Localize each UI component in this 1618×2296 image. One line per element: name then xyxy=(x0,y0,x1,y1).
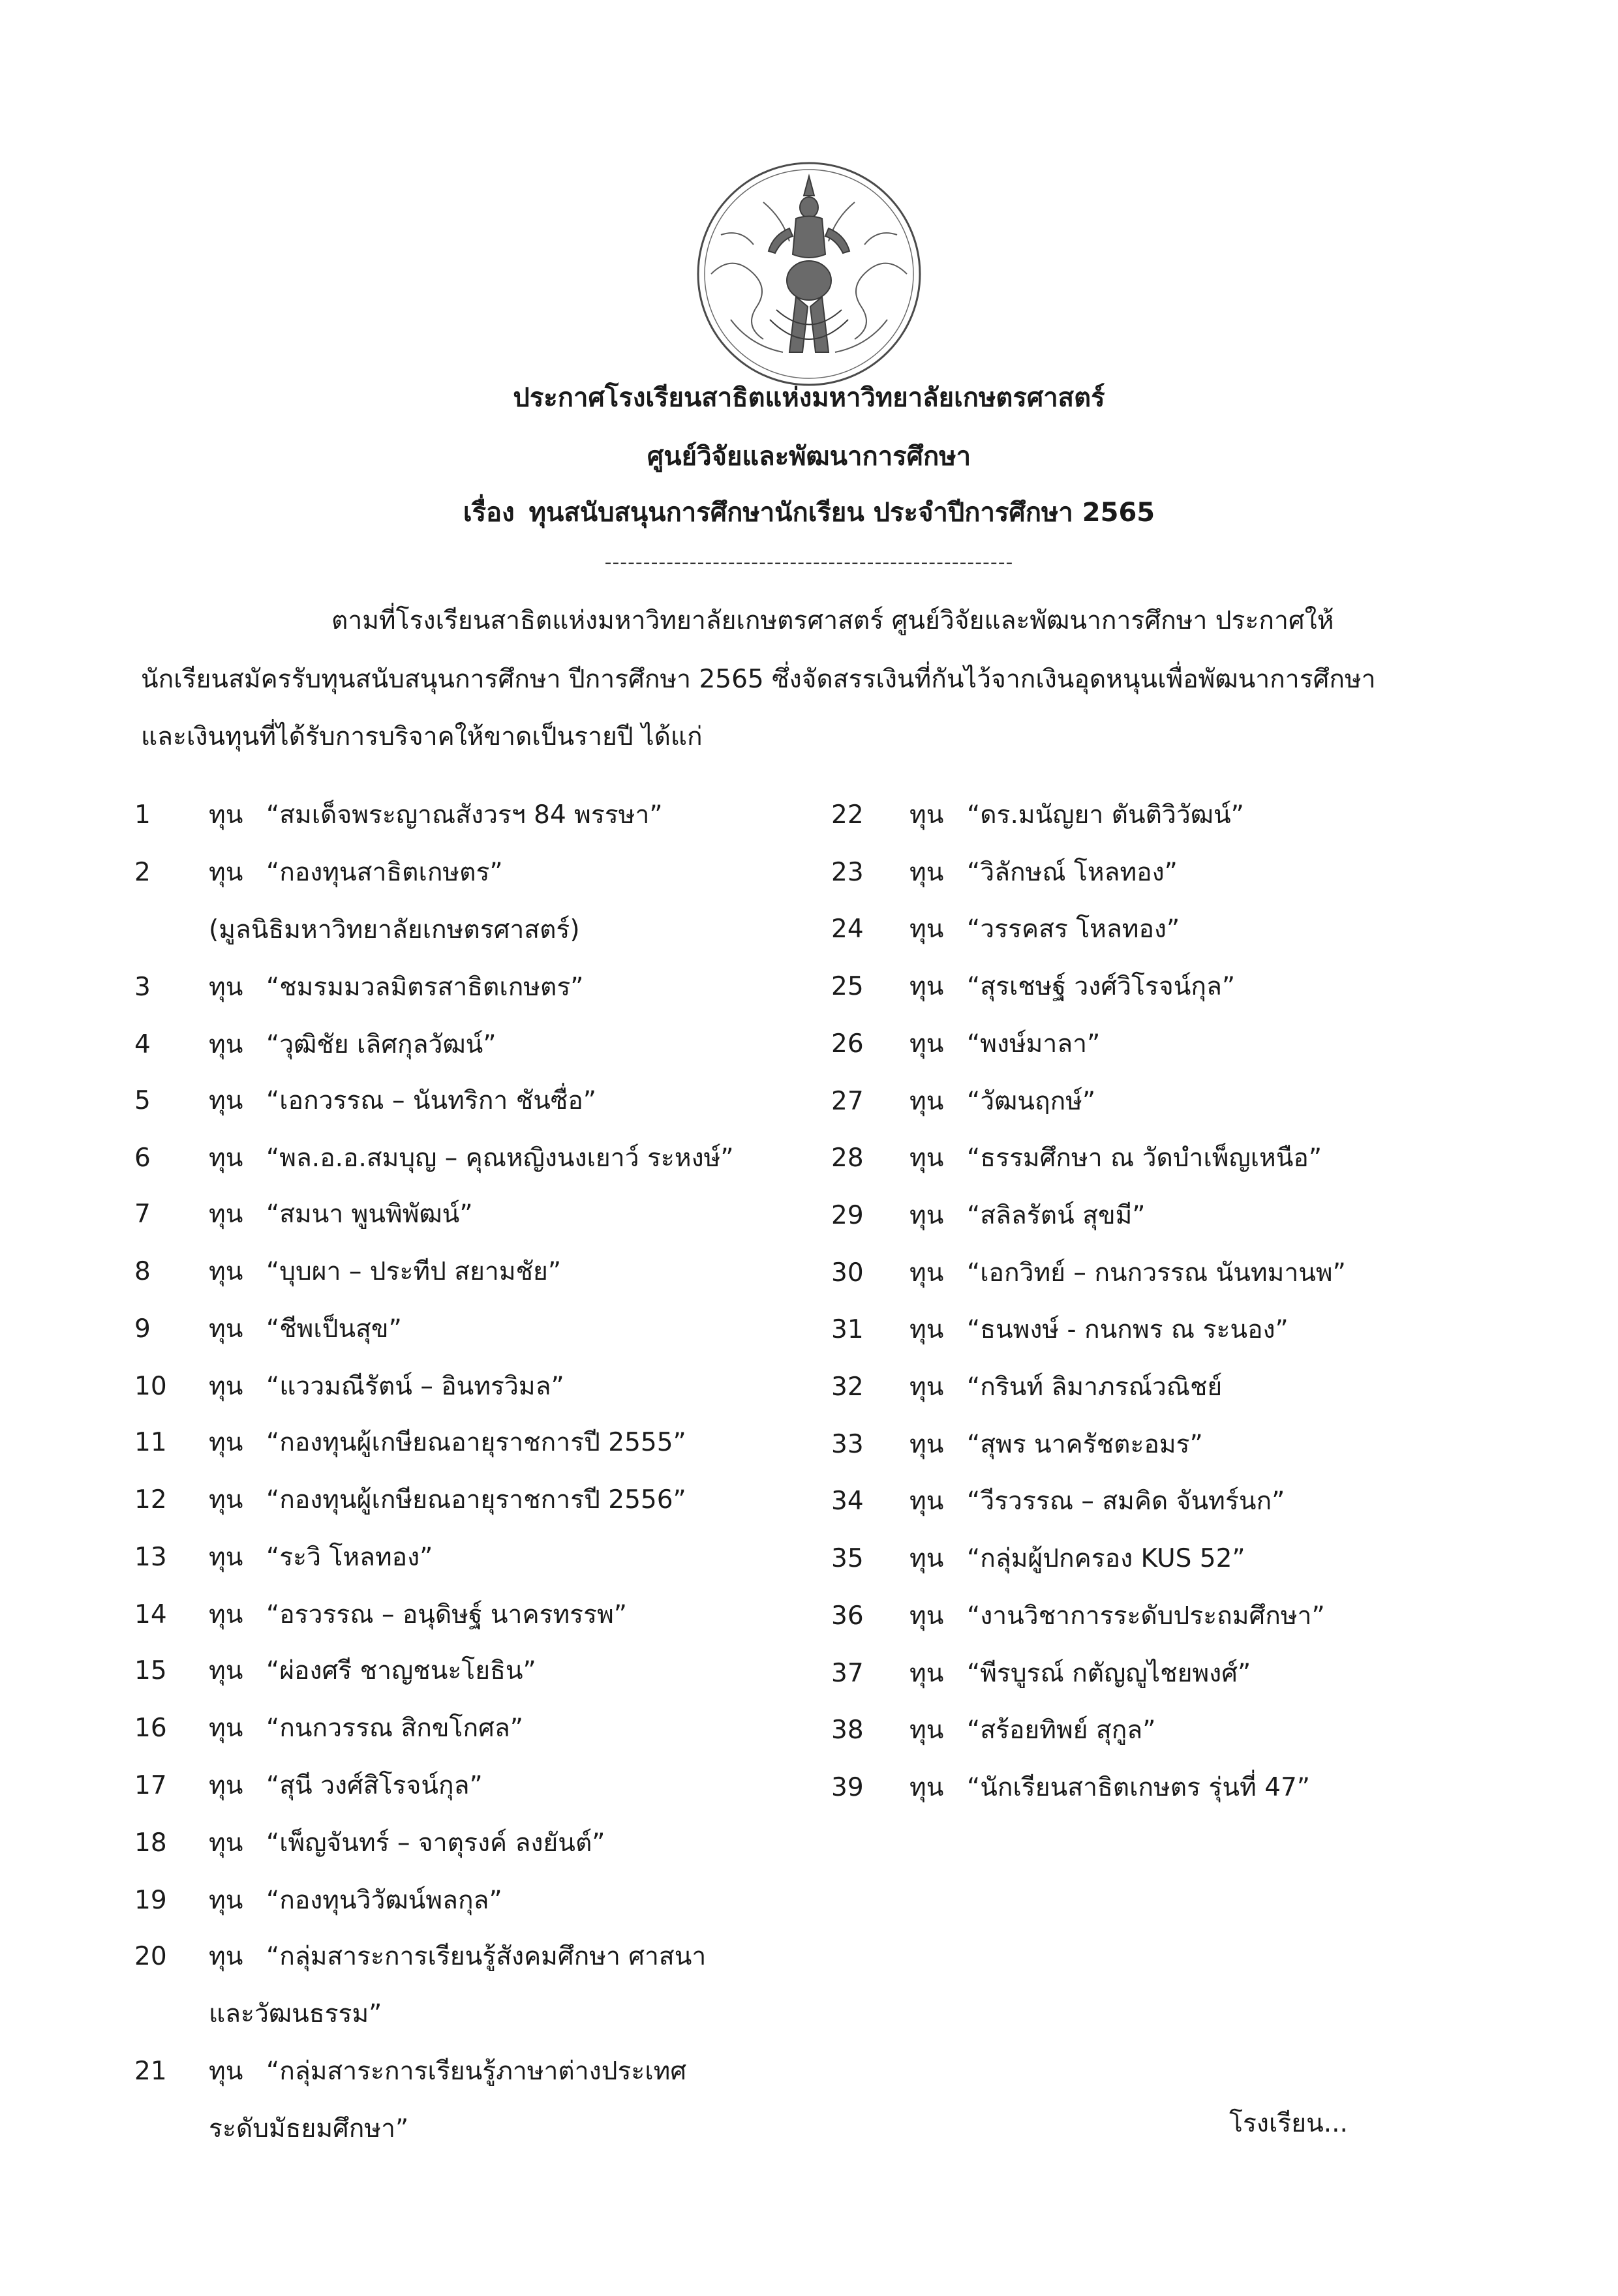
fund-number: 21 xyxy=(134,2057,167,2086)
fund-name: “กองทุนสาธิตเกษตร” xyxy=(266,858,503,887)
fund-word: ทุน xyxy=(209,1086,243,1115)
fund-name-continuation: และวัฒนธรรม” xyxy=(209,1999,382,2029)
fund-number: 14 xyxy=(134,1600,167,1629)
fund-word: ทุน xyxy=(909,914,944,944)
fund-word: ทุน xyxy=(209,1428,243,1457)
fund-name: “ระวิ โหลทอง” xyxy=(266,1543,433,1572)
fund-name: “วีรวรรณ – สมคิด จันทร์นก” xyxy=(967,1487,1285,1516)
fund-name: “บุบผา – ประทีป สยามชัย” xyxy=(266,1257,562,1286)
fund-number: 1 xyxy=(134,800,151,830)
fund-name: “สุพร นาครัชตะอมร” xyxy=(967,1430,1203,1459)
fund-name-continuation: (มูลนิธิมหาวิทยาลัยเกษตรศาสตร์) xyxy=(209,915,580,944)
announcement-subtitle: ศูนย์วิจัยและพัฒนาการศึกษา xyxy=(647,442,971,472)
fund-name: “งานวิชาการระดับประถมศึกษา” xyxy=(967,1601,1325,1631)
fund-word: ทุน xyxy=(209,1771,243,1800)
fund-name: “กลุ่มสาระการเรียนรู้ภาษาต่างประเทศ xyxy=(266,2057,687,2086)
fund-word: ทุน xyxy=(909,1029,944,1059)
fund-word: ทุน xyxy=(909,1315,944,1344)
fund-word: ทุน xyxy=(909,1773,944,1802)
fund-word: ทุน xyxy=(909,1372,944,1402)
fund-name: “พีรบูรณ์ กตัญญูไชยพงศ์” xyxy=(967,1659,1251,1688)
fund-number: 31 xyxy=(831,1315,864,1344)
fund-number: 8 xyxy=(134,1257,151,1286)
fund-number: 22 xyxy=(831,800,864,830)
fund-number: 28 xyxy=(831,1143,864,1173)
fund-name: “เพ็ญจันทร์ – จาตุรงค์ ลงยันต์” xyxy=(266,1828,605,1858)
fund-number: 19 xyxy=(134,1886,167,1915)
fund-name: “พล.อ.อ.สมบุญ – คุณหญิงนงเยาว์ ระหงษ์” xyxy=(266,1143,734,1173)
fund-word: ทุน xyxy=(209,2057,243,2086)
fund-name: “วิลักษณ์ โหลทอง” xyxy=(967,858,1178,887)
fund-name: “กนกวรรณ สิกขโกศล” xyxy=(266,1714,523,1743)
intro-paragraph-line: นักเรียนสมัครรับทุนสนับสนุนการศึกษา ปีการศึกษา 2565 ซึ่งจัดสรรเงินที่กันไว้จากเงินอุดหนุนเพื่อพัฒนาการศึกษา xyxy=(141,665,1376,694)
fund-name: “กองทุนวิวัฒน์พลกุล” xyxy=(266,1886,502,1915)
fund-number: 6 xyxy=(134,1143,151,1173)
fund-number: 36 xyxy=(831,1601,864,1631)
fund-number: 18 xyxy=(134,1828,167,1858)
fund-number: 7 xyxy=(134,1200,151,1229)
fund-number: 23 xyxy=(831,858,864,887)
fund-word: ทุน xyxy=(909,800,944,830)
fund-number: 33 xyxy=(831,1430,864,1459)
fund-number: 32 xyxy=(831,1372,864,1402)
fund-word: ทุน xyxy=(209,1143,243,1173)
fund-name: “สลิลรัตน์ สุขมี” xyxy=(967,1201,1146,1230)
fund-name: “สมนา พูนพิพัฒน์” xyxy=(266,1200,473,1229)
fund-number: 34 xyxy=(831,1487,864,1516)
fund-name: “ดร.มนัญยา ตันติวิวัฒน์” xyxy=(967,800,1244,830)
separator-line: ----------------------------------------------------- xyxy=(604,551,1014,574)
fund-word: ทุน xyxy=(909,1544,944,1573)
fund-word: ทุน xyxy=(209,1942,243,1971)
fund-word: ทุน xyxy=(209,800,243,830)
fund-number: 5 xyxy=(134,1086,151,1115)
fund-number: 35 xyxy=(831,1544,864,1573)
fund-word: ทุน xyxy=(209,1485,243,1515)
fund-name: “ชมรมมวลมิตรสาธิตเกษตร” xyxy=(266,973,584,1002)
fund-word: ทุน xyxy=(209,1257,243,1286)
fund-name: “วัฒนฤกษ์” xyxy=(967,1087,1096,1116)
intro-paragraph-line: ตามที่โรงเรียนสาธิตแห่งมหาวิทยาลัยเกษตรศาสตร์ ศูนย์วิจัยและพัฒนาการศึกษา ประกาศให้ xyxy=(331,606,1334,635)
fund-name: “กองทุนผู้เกษียณอายุราชการปี 2556” xyxy=(266,1485,686,1515)
fund-name: “เอกวิทย์ – กนกวรรณ นันทมานพ” xyxy=(967,1258,1346,1288)
fund-name: “อรวรรณ – อนุดิษฐ์ นาครทรรพ” xyxy=(266,1600,627,1629)
fund-word: ทุน xyxy=(909,972,944,1001)
fund-name: “แววมณีรัตน์ – อินทรวิมล” xyxy=(266,1372,564,1401)
fund-word: ทุน xyxy=(909,1659,944,1688)
fund-number: 30 xyxy=(831,1258,864,1288)
fund-word: ทุน xyxy=(209,1314,243,1344)
fund-word: ทุน xyxy=(209,1886,243,1915)
fund-number: 10 xyxy=(134,1372,167,1401)
fund-number: 37 xyxy=(831,1659,864,1688)
fund-word: ทุน xyxy=(209,1200,243,1229)
fund-word: ทุน xyxy=(209,1543,243,1572)
fund-number: 38 xyxy=(831,1715,864,1745)
fund-word: ทุน xyxy=(209,1372,243,1401)
fund-name: “กองทุนผู้เกษียณอายุราชการปี 2555” xyxy=(266,1428,686,1457)
fund-number: 12 xyxy=(134,1485,167,1515)
fund-name: “วรรคสร โหลทอง” xyxy=(967,914,1180,944)
fund-name: “พงษ์มาลา” xyxy=(967,1029,1101,1059)
subject-text: ทุนสนับสนุนการศึกษานักเรียน ประจำปีการศึกษา 2565 xyxy=(528,498,1155,528)
fund-name: “สุรเชษฐ์ วงศ์วิโรจน์กุล” xyxy=(967,972,1236,1001)
fund-name: “สุนี วงศ์สิโรจน์กุล” xyxy=(266,1771,483,1800)
subject-label: เรื่อง xyxy=(463,498,515,528)
fund-number: 2 xyxy=(134,858,151,887)
fund-name: “กลุ่มสาระการเรียนรู้สังคมศึกษา ศาสนา xyxy=(266,1942,707,1971)
announcement-title: ประกาศโรงเรียนสาธิตแห่งมหาวิทยาลัยเกษตรศาสตร์ xyxy=(513,383,1105,413)
fund-word: ทุน xyxy=(209,1656,243,1685)
intro-paragraph-line: และเงินทุนที่ได้รับการบริจาคให้ขาดเป็นรายปี ได้แก่ xyxy=(141,722,703,751)
fund-word: ทุน xyxy=(209,1714,243,1743)
fund-number: 29 xyxy=(831,1201,864,1230)
fund-word: ทุน xyxy=(909,1087,944,1116)
fund-word: ทุน xyxy=(909,1715,944,1745)
fund-word: ทุน xyxy=(909,1143,944,1173)
fund-word: ทุน xyxy=(909,1487,944,1516)
fund-word: ทุน xyxy=(909,1601,944,1631)
fund-name: “สมเด็จพระญาณสังวรฯ 84 พรรษา” xyxy=(266,800,663,830)
fund-name: “ธรรมศึกษา ณ วัดบำเพ็ญเหนือ” xyxy=(967,1143,1322,1173)
continued-marker: โรงเรียน... xyxy=(1229,2109,1348,2138)
fund-name: “ธนพงษ์ - กนกพร ณ ระนอง” xyxy=(967,1315,1289,1344)
fund-number: 26 xyxy=(831,1029,864,1059)
fund-name: “กรินท์ ลิมาภรณ์วณิชย์ xyxy=(967,1372,1223,1402)
fund-name: “วุฒิชัย เลิศกุลวัฒน์” xyxy=(266,1030,496,1059)
fund-word: ทุน xyxy=(209,1828,243,1858)
fund-word: ทุน xyxy=(909,1201,944,1230)
fund-number: 4 xyxy=(134,1030,151,1059)
fund-number: 39 xyxy=(831,1773,864,1802)
fund-word: ทุน xyxy=(909,1430,944,1459)
fund-number: 17 xyxy=(134,1771,167,1800)
fund-word: ทุน xyxy=(909,858,944,887)
fund-word: ทุน xyxy=(209,1030,243,1059)
fund-word: ทุน xyxy=(909,1258,944,1288)
fund-number: 15 xyxy=(134,1656,167,1685)
fund-word: ทุน xyxy=(209,1600,243,1629)
fund-word: ทุน xyxy=(209,973,243,1002)
fund-name: “สร้อยทิพย์ สุกูล” xyxy=(967,1715,1156,1745)
fund-name: “กลุ่มผู้ปกครอง KUS 52” xyxy=(967,1544,1245,1573)
fund-name: “ผ่องศรี ชาญชนะโยธิน” xyxy=(266,1656,536,1685)
fund-number: 16 xyxy=(134,1714,167,1743)
fund-number: 9 xyxy=(134,1314,151,1344)
fund-number: 24 xyxy=(831,914,864,944)
fund-number: 11 xyxy=(134,1428,167,1457)
fund-number: 20 xyxy=(134,1942,167,1971)
fund-number: 13 xyxy=(134,1543,167,1572)
fund-name: “นักเรียนสาธิตเกษตร รุ่นที่ 47” xyxy=(967,1773,1310,1802)
fund-number: 3 xyxy=(134,973,151,1002)
fund-number: 25 xyxy=(831,972,864,1001)
fund-name: “เอกวรรณ – นันทริกา ชันซื่อ” xyxy=(266,1086,596,1115)
fund-name: “ชีพเป็นสุข” xyxy=(266,1314,402,1344)
fund-name-continuation: ระดับมัธยมศึกษา” xyxy=(209,2114,409,2143)
fund-word: ทุน xyxy=(209,858,243,887)
fund-number: 27 xyxy=(831,1087,864,1116)
